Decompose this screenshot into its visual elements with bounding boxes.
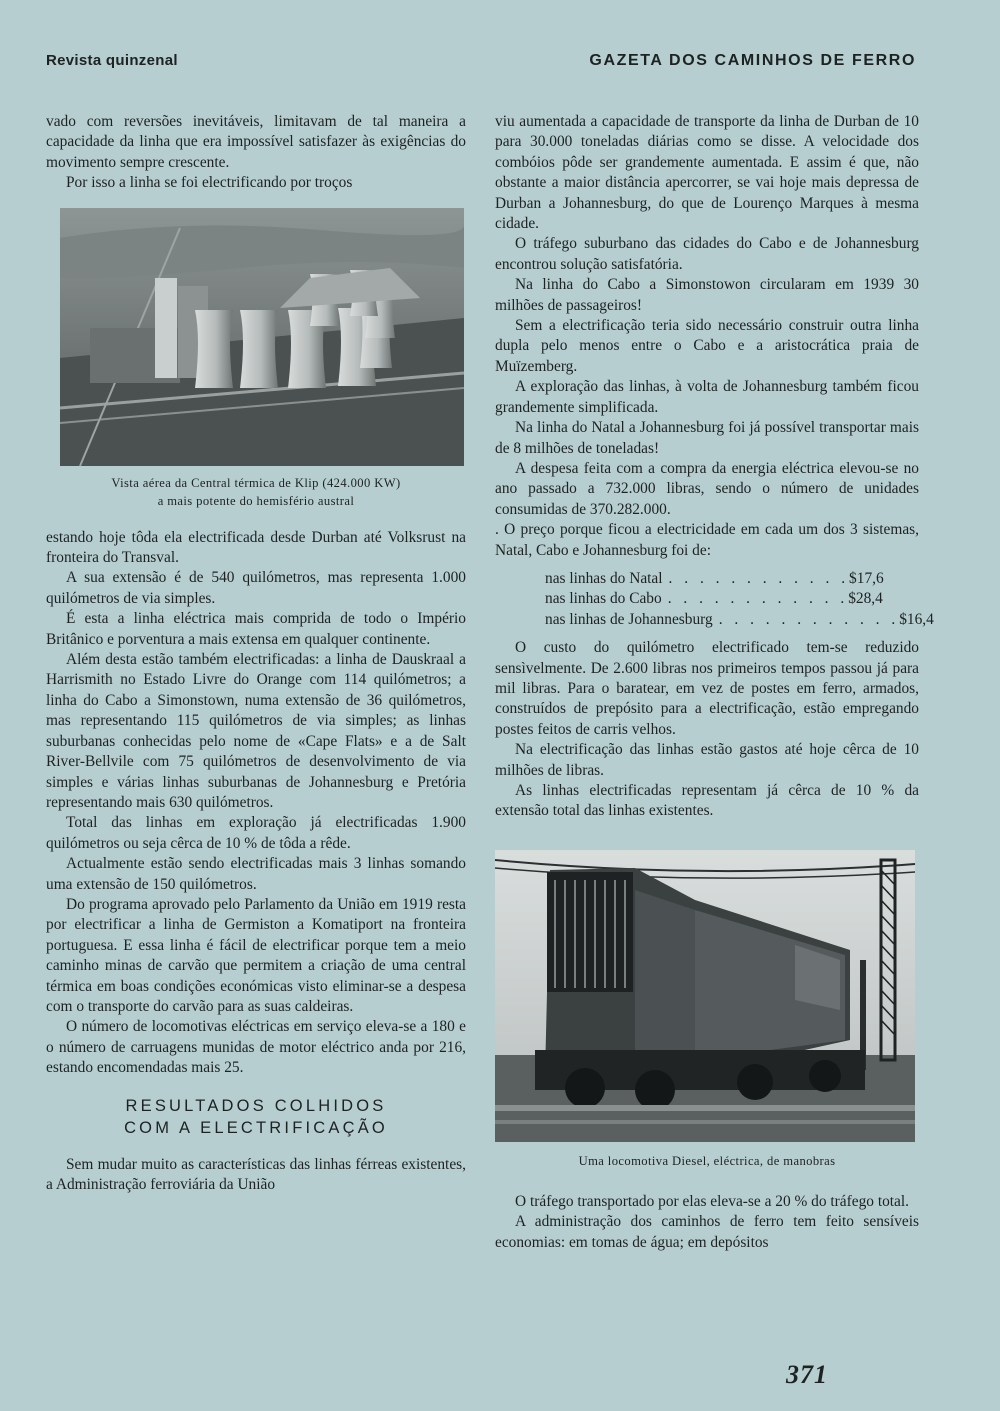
paragraph: estando hoje tôda ela electrificada desde Durban até Volksrust na fronteira do Transval. xyxy=(46,528,466,567)
price-row xyxy=(545,610,934,630)
paragraph: O tráfego suburbano das cidades do Cabo e de Johannesburg encontrou solução satisfatória. xyxy=(495,235,919,273)
page-number: 371 xyxy=(786,1360,828,1389)
heading-line: COM A ELECTRIFICAÇÃO xyxy=(124,1118,388,1137)
paragraph: vado com reversões inevitáveis, limitavam de tal maneira a capacidade da linha que era impossível satisfazer às exigências do movimento sempre crescente. xyxy=(46,113,466,171)
price-table xyxy=(545,569,934,630)
power-station-photo xyxy=(60,208,464,466)
paragraph: Total das linhas em exploração já electrificadas 1.900 quilómetros ou seja cêrca de 10 % de tôda a rêde. xyxy=(46,814,466,852)
paragraph: A administração dos caminhos de ferro tem feito sensíveis economias: em tomas de água; em depósitos xyxy=(495,1213,919,1251)
header-left: Revista quinzenal xyxy=(46,52,178,69)
figure-caption xyxy=(46,474,466,510)
locomotive-image xyxy=(495,850,915,1142)
paragraph: Actualmente estão sendo electrificadas mais 3 linhas somando uma extensão de 150 quilómetros. xyxy=(46,855,466,893)
paragraph: A exploração das linhas, à volta de Johannesburg também ficou grandemente simplificada. xyxy=(495,378,919,416)
paragraph: Na electrificação das linhas estão gastos até hoje cêrca de 10 milhões de libras. xyxy=(495,741,919,779)
price-label: nas linhas do Natal xyxy=(545,569,663,587)
price-row xyxy=(545,589,883,609)
paragraph: A sua extensão é de 540 quilómetros, mas representa 1.000 quilómetros de via simples. xyxy=(46,569,466,607)
figure-caption: Uma locomotiva Diesel, eléctrica, de manobras xyxy=(578,1153,836,1168)
paragraph: viu aumentada a capacidade de transporte da linha de Durban de 10 para 30.000 toneladas diárias como se disse. A velocidade dos combóios pôde ser grandemente aumentada. E assim é que, não obstante a maior distância apercorrer, se vai hoje mais depressa de Durban a Johannesburg, do que de Lourenço Marques à mesma cidade. xyxy=(495,113,919,233)
price-value: $28,4 xyxy=(848,590,883,608)
caption-line: a mais potente do hemisfério austral xyxy=(157,493,355,508)
paragraph: É esta a linha eléctrica mais comprida de todo o Império Britânico e porventura a mais extensa em qualquer continente. xyxy=(46,610,466,648)
price-label: nas linhas de Johannesburg xyxy=(545,610,713,628)
paragraph: Na linha do Cabo a Simonstowon circularam em 1939 30 milhões de passageiros! xyxy=(495,276,919,314)
figure-power-station xyxy=(46,208,466,510)
paragraph: Sem a electrificação teria sido necessário construir outra linha dupla pelo menos entre o Cabo e a aristocrática praia de Muïzemberg. xyxy=(495,317,919,375)
price-value: $16,4 xyxy=(899,610,934,628)
right-column xyxy=(495,112,934,1253)
power-station-image xyxy=(60,208,464,466)
header-right: GAZETA DOS CAMINHOS DE FERRO xyxy=(589,52,916,69)
figure-locomotive xyxy=(495,850,919,1170)
paragraph: . O preço porque ficou a electricidade em cada um dos 3 sistemas, Natal, Cabo e Johannesburg foi de: xyxy=(495,521,919,559)
locomotive-photo xyxy=(495,850,915,1142)
leader-dots: . . . . . . . . . . . . xyxy=(718,610,900,628)
price-label: nas linhas do Cabo xyxy=(545,590,662,608)
paragraph: O número de locomotivas eléctricas em serviço eleva-se a 180 e o número de carruagens munidas de motor eléctrico anda por 216, estando encomendadas mais 25. xyxy=(46,1018,466,1077)
caption-line: Vista aérea da Central térmica de Klip (424.000 KW) xyxy=(111,475,401,490)
section-heading xyxy=(46,1095,466,1139)
paragraph: Do programa aprovado pelo Parlamento da União em 1919 resta por electrificar a linha de Germiston a Komatiport na fronteira portuguesa. E essa linha é fácil de electrificar porque tem a meio caminho minas de carvão que permitem a criação de uma central térmica em boas condições económicas visto eliminar-se a despesa com o transporte do carvão para as suas caldeiras. xyxy=(46,895,466,1015)
paragraph: A despesa feita com a compra da energia eléctrica elevou-se no ano passado a 732.000 libras, sendo o número de unidades consumidas de 370.282.000. xyxy=(495,459,919,518)
price-value: $17,6 xyxy=(849,569,884,587)
heading-line: RESULTADOS COLHIDOS xyxy=(125,1096,387,1115)
paragraph: Por isso a linha se foi electrificando por troços xyxy=(66,174,353,192)
paragraph: Além desta estão também electrificadas: a linha de Dauskraal a Harrismith no Estado Livre do Orange com 114 quilómetros; a linha do Cabo a Simonstown, numa extensão de 36 quilómetros, mas representando 115 quilómetros de via simples; as linhas suburbanas conhecidas pelo nome de «Cape Flats» e a de Salt River-Bellvile com 75 quilómetros de desenvolvimento de via simples e várias linhas suburbanas de Johannesburg e Pretória representando mais 630 quilómetros. xyxy=(46,651,466,811)
price-row xyxy=(545,569,884,589)
page-header xyxy=(46,50,916,72)
paragraph: O tráfego transportado por elas eleva-se a 20 % do tráfego total. xyxy=(515,1192,910,1210)
paragraph: O custo do quilómetro electrificado tem-se reduzido sensìvelmente. De 2.600 libras nos primeiros tempos passou já para mil libras. Para o baratear, em vez de postes em ferro, armados, construídos de prepósito para a electrificação, estão empregando postes feitos de carris velhos. xyxy=(495,639,919,738)
paragraph: Na linha do Natal a Johannesburg foi já possível transportar mais de 8 milhões de toneladas! xyxy=(495,419,919,457)
leader-dots: . . . . . . . . . . . . xyxy=(667,590,849,608)
left-column xyxy=(46,112,466,1195)
paragraph: Sem mudar muito as características das linhas férreas existentes, a Administração ferroviária da União xyxy=(46,1155,466,1193)
paragraph: As linhas electrificadas representam já cêrca de 10 % da extensão total das linhas existentes. xyxy=(495,782,919,820)
leader-dots: . . . . . . . . . . . . xyxy=(668,569,850,587)
